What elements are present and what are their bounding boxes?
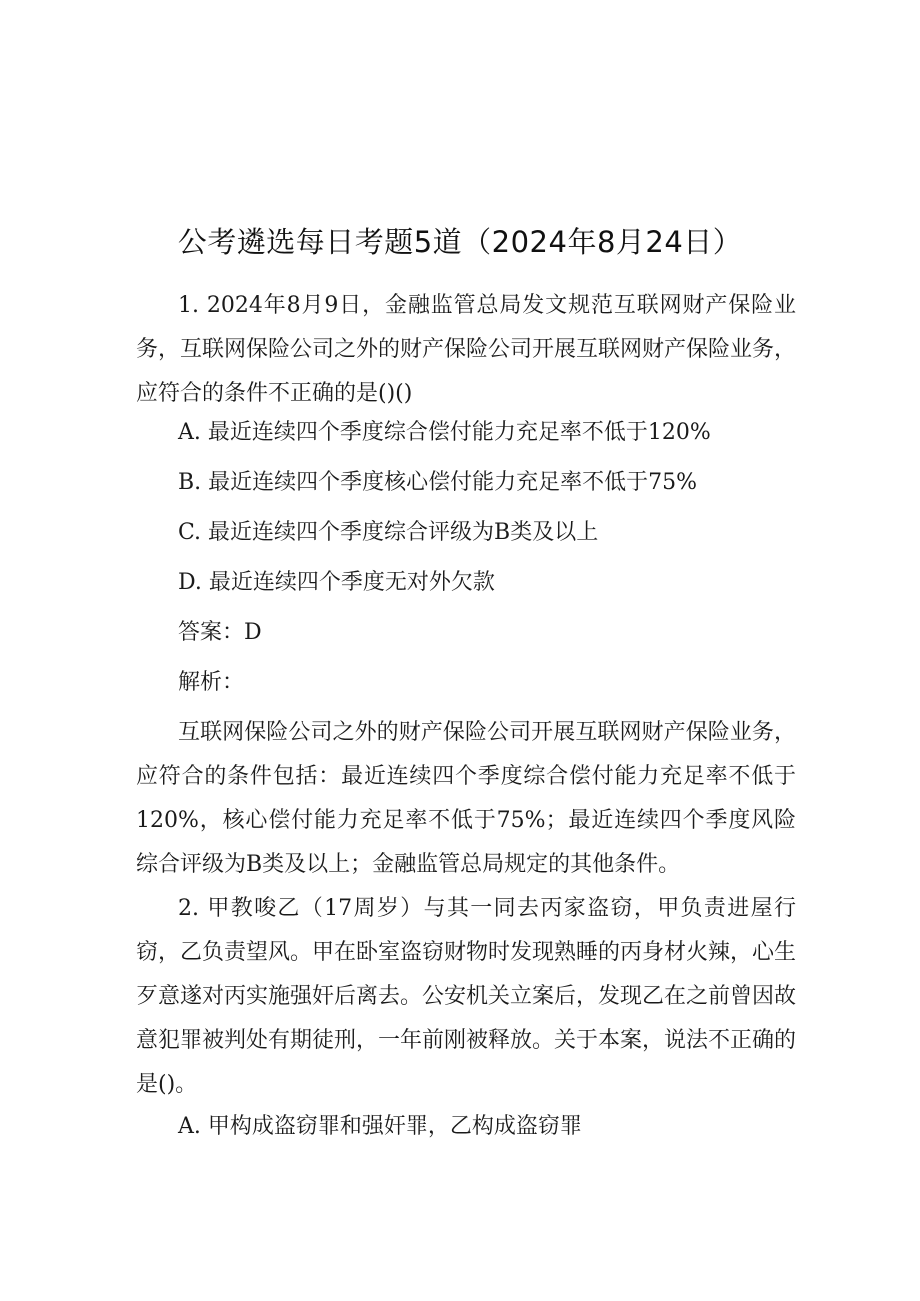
question-1-analysis: 互联网保险公司之外的财产保险公司开展互联网财产保险业务，应符合的条件包括：最近连续四个季度综合偿付能力充足率不低于120%，核心偿付能力充足率不低于75%；最近连续四个季度风险综合评级为B类及以上；金融监管总局规定的其他条件。: [136, 720, 796, 877]
question-1-answer: 答案：D: [178, 620, 262, 645]
page-title: 公考遴选每日考题5道（2024年8月24日）: [177, 225, 743, 259]
question-1-option-d: D. 最近连续四个季度无对外欠款: [178, 570, 495, 595]
question-1-option-a: A. 最近连续四个季度综合偿付能力充足率不低于120%: [178, 420, 711, 445]
question-1-analysis-label: 解析：: [178, 670, 245, 695]
question-2-stem: 2. 甲教唆乙（17周岁）与其一同去丙家盗窃，甲负责进屋行窃，乙负责望风。甲在卧室盗窃财物时发现熟睡的丙身材火辣，心生歹意遂对丙实施强奸后离去。公安机关立案后，发现乙在之前曾因故意犯罪被判处有期徒刑，一年前刚被释放。关于本案，说法不正确的是()。: [136, 896, 797, 1097]
question-1-option-b: B. 最近连续四个季度核心偿付能力充足率不低于75%: [178, 470, 698, 495]
question-2-option-a: A. 甲构成盗窃罪和强奸罪，乙构成盗窃罪: [178, 1114, 582, 1139]
question-1-option-c: C. 最近连续四个季度综合评级为B类及以上: [178, 520, 599, 545]
question-1-stem: 1. 2024年8月9日，金融监管总局发文规范互联网财产保险业务，互联网保险公司之外的财产保险公司开展互联网财产保险业务，应符合的条件不正确的是()(): [136, 293, 797, 406]
